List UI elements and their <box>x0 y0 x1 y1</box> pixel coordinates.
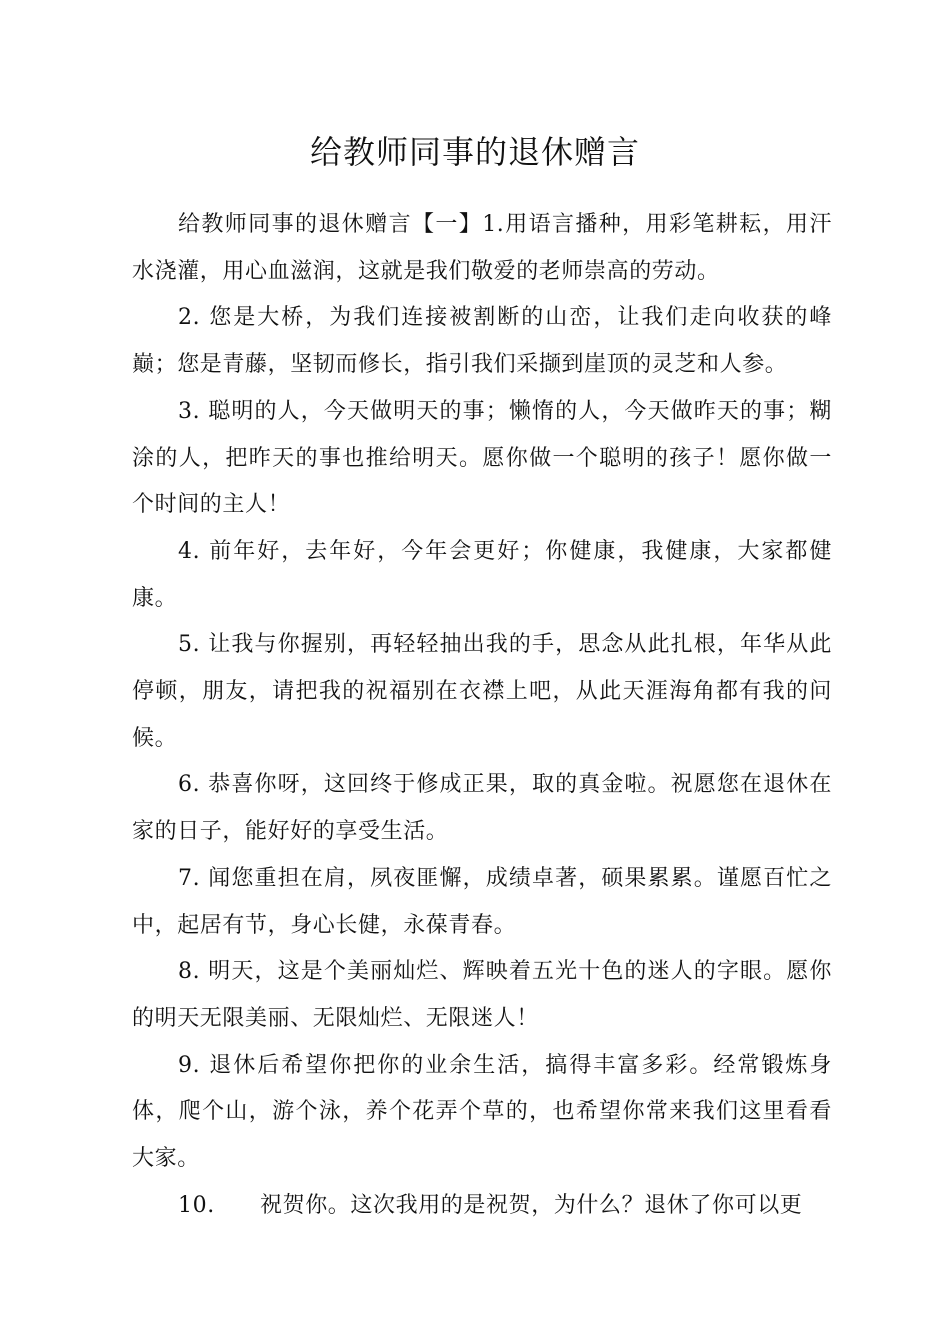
paragraph-6: 6. 恭喜你呀，这回终于修成正果，取的真金啦。祝愿您在退休在家的日子，能好好的享受生活。 <box>132 772 832 845</box>
paragraph-4: 4. 前年好，去年好，今年会更好；你健康，我健康，大家都健康。 <box>132 538 832 611</box>
paragraph-1: 给教师同事的退休赠言【一】1.用语言播种，用彩笔耕耘，用汗水浇灌，用心血滋润，这就是我们敬爱的老师崇高的劳动。 <box>132 212 832 284</box>
document-body <box>132 202 832 1229</box>
paragraph-8: 8. 明天，这是个美丽灿烂、辉映着五光十色的迷人的字眼。愿你的明天无限美丽、无限灿烂、无限迷人！ <box>132 959 832 1031</box>
paragraph-3: 3. 聪明的人，今天做明天的事；懒惰的人，今天做昨天的事；糊涂的人，把昨天的事也推给明天。愿你做一个聪明的孩子！愿你做一个时间的主人！ <box>132 398 832 518</box>
paragraph-10: 10. 祝贺你。这次我用的是祝贺，为什么？退休了你可以更 <box>178 1192 803 1218</box>
paragraph-2: 2. 您是大桥，为我们连接被割断的山峦，让我们走向收获的峰巅；您是青藤，坚韧而修长，指引我们采撷到崖顶的灵芝和人参。 <box>132 305 832 378</box>
paragraph-7: 7. 闻您重担在肩，夙夜匪懈，成绩卓著，硕果累累。谨愿百忙之中，起居有节，身心长健，永葆青春。 <box>132 865 832 938</box>
document-title: 给教师同事的退休赠言 <box>309 133 640 171</box>
paragraph-9: 9. 退休后希望你把你的业余生活，搞得丰富多彩。经常锻炼身体，爬个山，游个泳，养个花弄个草的，也希望你常来我们这里看看大家。 <box>132 1052 832 1172</box>
paragraph-5: 5. 让我与你握别，再轻轻抽出我的手，思念从此扎根，年华从此停顿，朋友，请把我的祝福别在衣襟上吧，从此天涯海角都有我的问候。 <box>132 632 832 751</box>
